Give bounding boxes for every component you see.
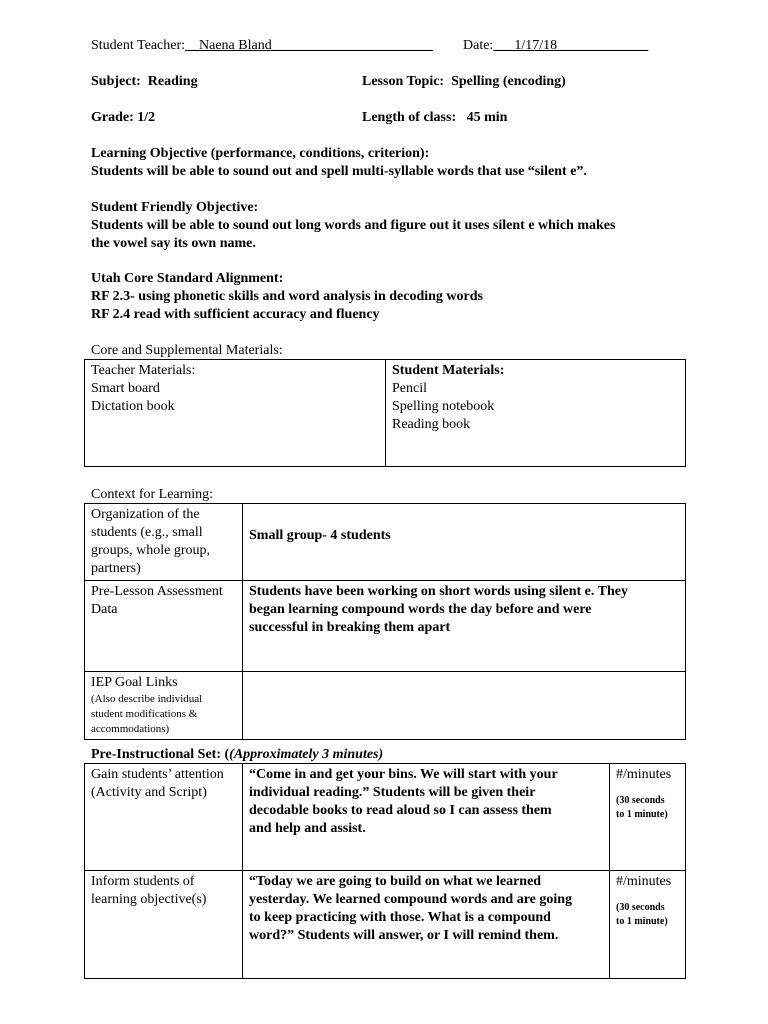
objective-minutes-label: #/minutes xyxy=(616,874,672,889)
teacher-materials-cell xyxy=(85,360,386,467)
iep-note-line: accommodations) xyxy=(91,723,170,735)
teacher-material-item: Smart board xyxy=(91,381,160,396)
pre-value-cell xyxy=(243,581,686,672)
objective-label-line: learning objective(s) xyxy=(91,892,207,907)
teacher-materials-heading: Teacher Materials: xyxy=(91,363,196,378)
teacher-material-item: Dictation book xyxy=(91,399,175,414)
grade-line xyxy=(91,110,155,126)
preinstruction-heading: Pre-Instructional Set: xyxy=(91,747,221,762)
standard-line-1: RF 2.3- using phonetic skills and word analysis in decoding words xyxy=(91,289,483,304)
pre-label-cell xyxy=(85,581,243,672)
attention-script-line: and help and assist. xyxy=(249,821,366,836)
topic-value: Spelling (encoding) xyxy=(451,74,566,89)
standard-line-2: RF 2.4 read with sufficient accuracy and fluency xyxy=(91,307,380,322)
attention-label-cell xyxy=(85,764,243,871)
org-label-line: Organization of the xyxy=(91,507,200,522)
date-label: Date: xyxy=(463,38,494,53)
preinstruction-paren: ( xyxy=(224,747,230,762)
context-table xyxy=(84,503,686,740)
student-material-item: Reading book xyxy=(392,417,471,432)
standard-heading: Utah Core Standard Alignment: xyxy=(91,271,284,286)
objective-label-line: Inform students of xyxy=(91,874,195,889)
materials-heading: Core and Supplemental Materials: xyxy=(91,343,283,358)
teacher-label: Student Teacher: xyxy=(91,38,186,53)
friendly-heading: Student Friendly Objective: xyxy=(91,200,259,215)
date-line xyxy=(463,38,648,54)
objective-script-line: yesterday. We learned compound words and are going xyxy=(249,892,573,907)
subject-value: Reading xyxy=(147,74,198,89)
preinstruction-heading-line xyxy=(91,746,383,764)
length-value: 45 min xyxy=(466,110,508,125)
attention-minutes-label: #/minutes xyxy=(616,767,672,782)
context-heading: Context for Learning: xyxy=(91,487,214,502)
student-materials-cell xyxy=(386,360,686,467)
org-value: Small group- 4 students xyxy=(249,528,391,543)
org-label-cell xyxy=(85,504,243,581)
subject-line xyxy=(91,74,198,90)
student-material-item: Spelling notebook xyxy=(392,399,495,414)
date-value: ___1/17/18_____________ xyxy=(493,38,649,53)
iep-note-line: student modifications & xyxy=(91,708,198,720)
objective-script-cell xyxy=(243,871,610,979)
iep-label: IEP Goal Links xyxy=(91,675,178,690)
pre-value-line: Students have been working on short words using silent e. They xyxy=(249,584,628,599)
objective-minutes-note: (30 seconds xyxy=(616,902,665,913)
attention-label-line: (Activity and Script) xyxy=(91,785,207,800)
iep-label-cell xyxy=(85,672,243,740)
org-label-line: students (e.g., small xyxy=(91,525,203,540)
org-value-cell xyxy=(243,504,686,581)
objective-heading: Learning Objective (performance, conditions, criterion): xyxy=(91,146,430,161)
iep-value-cell xyxy=(243,672,686,740)
pre-value-line: successful in breaking them apart xyxy=(249,620,451,635)
student-material-item: Pencil xyxy=(392,381,427,396)
objective-script-line: to keep practicing with those. What is a compound xyxy=(249,910,551,925)
objective-minutes-note: to 1 minute) xyxy=(616,916,668,927)
attention-script-line: individual reading.” Students will be given their xyxy=(249,785,536,800)
topic-line xyxy=(362,74,566,90)
grade-label: Grade: xyxy=(91,110,134,125)
objective-script-line: “Today we are going to build on what we learned xyxy=(249,874,542,889)
objective-minutes-cell xyxy=(610,871,686,979)
pre-label-line: Pre-Lesson Assessment xyxy=(91,584,223,599)
org-label-line: partners) xyxy=(91,561,141,576)
pre-value-line: began learning compound words the day before and were xyxy=(249,602,592,617)
objective-label-cell xyxy=(85,871,243,979)
preinstruction-note: (Approximately 3 minutes) xyxy=(229,747,384,762)
friendly-line-1: Students will be able to sound out long words and figure out it uses silent e which makes xyxy=(91,218,616,233)
topic-label: Lesson Topic: xyxy=(362,74,445,89)
student-materials-heading: Student Materials: xyxy=(392,363,505,378)
preinstruction-table xyxy=(84,763,686,979)
materials-table xyxy=(84,359,686,467)
org-label-line: groups, whole group, xyxy=(91,543,210,558)
teacher-line xyxy=(91,38,433,54)
grade-value: 1/2 xyxy=(137,110,156,125)
teacher-value: __Naena Bland_______________________ xyxy=(185,38,433,53)
length-label: Length of class: xyxy=(362,110,457,125)
attention-script-cell xyxy=(243,764,610,871)
subject-label: Subject: xyxy=(91,74,141,89)
iep-note-line: (Also describe individual xyxy=(91,693,203,705)
attention-minutes-note: to 1 minute) xyxy=(616,809,668,820)
objective-script-line: word?” Students will answer, or I will remind them. xyxy=(249,928,559,943)
friendly-line-2: the vowel say its own name. xyxy=(91,236,256,251)
pre-label-line: Data xyxy=(91,602,118,617)
attention-minutes-cell xyxy=(610,764,686,871)
length-line xyxy=(362,110,507,126)
attention-minutes-note: (30 seconds xyxy=(616,795,665,806)
attention-script-line: “Come in and get your bins. We will start with your xyxy=(249,767,558,782)
attention-label-line: Gain students’ attention xyxy=(91,767,224,782)
attention-script-line: decodable books to read aloud so I can assess them xyxy=(249,803,552,818)
objective-text: Students will be able to sound out and spell multi-syllable words that use “silent e”. xyxy=(91,164,587,179)
